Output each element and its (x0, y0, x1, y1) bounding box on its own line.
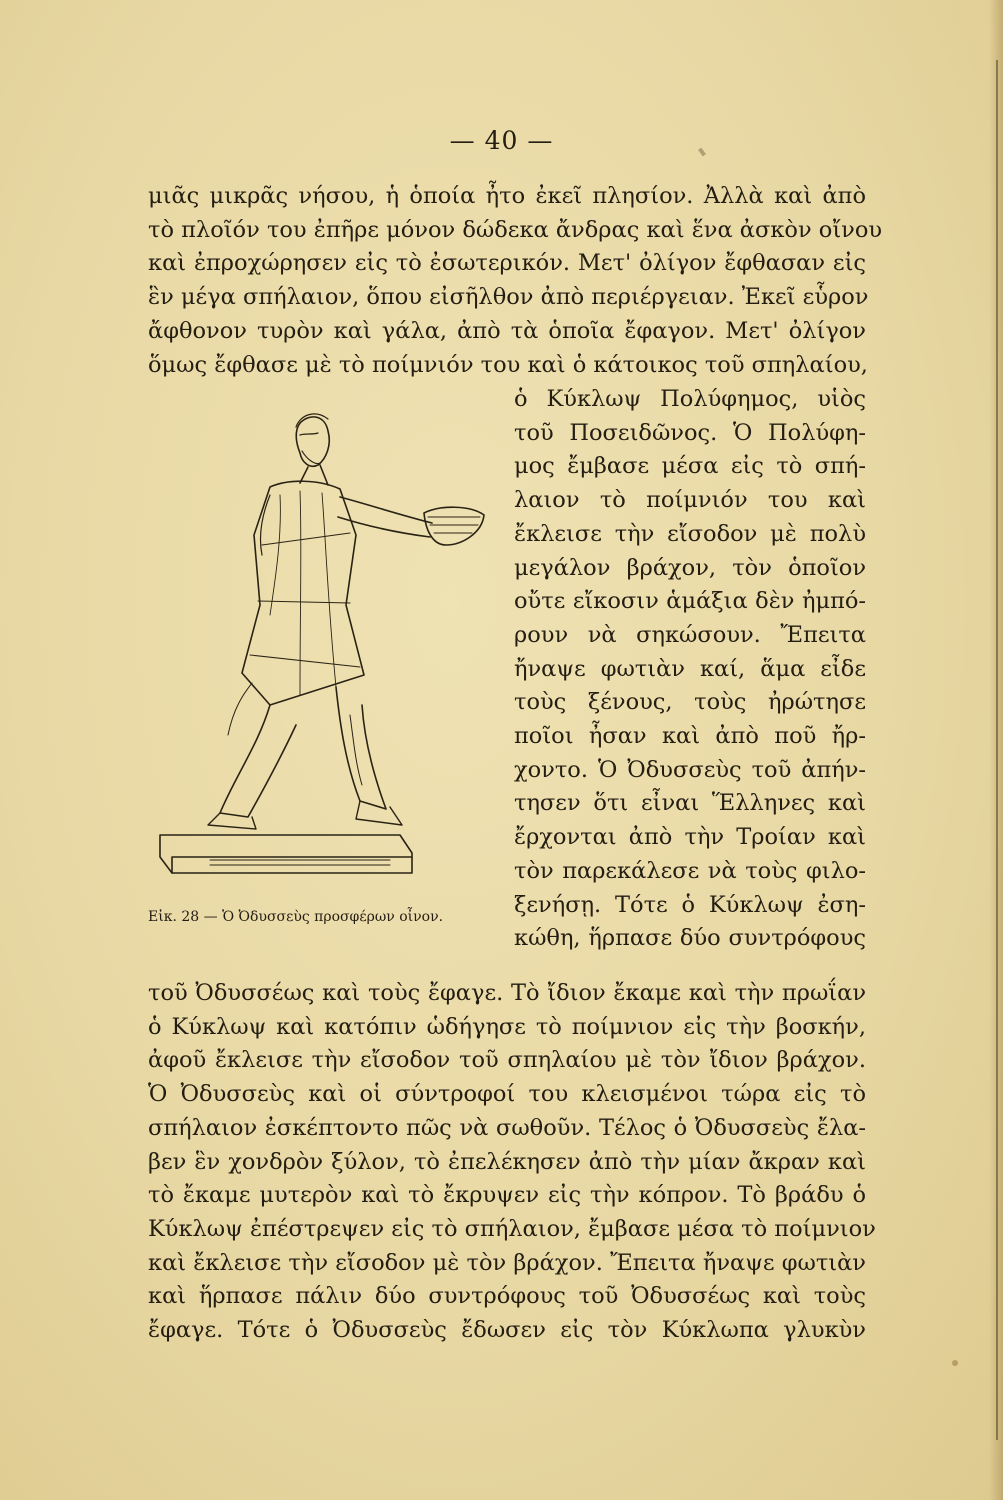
text-line: ἔρχονται ἀπὸ τὴν Τροίαν καὶ (514, 824, 866, 851)
text-line: τὸ πλοῖόν του ἐπῆρε μόνον δώδεκα ἄνδρας καὶ ἕνα ἀσκὸν οἴνου (148, 216, 883, 243)
head (296, 417, 329, 466)
text-line: ὅμως ἔφθασε μὲ τὸ ποίμνιόν του καὶ ὁ κάτοικος τοῦ σπηλαίου, (148, 351, 868, 378)
text-line: ἔφαγε. Τότε ὁ Ὀδυσσεὺς ἔδωσεν εἰς τὸν Κύκλωπα γλυκὺν (148, 1317, 866, 1344)
bottom-paragraph (148, 977, 876, 1348)
text-line: κώθη, ἥρπασε δύο συντρόφους (514, 925, 866, 952)
text-line: λαιον τὸ ποίμνιόν του καὶ (514, 487, 866, 514)
text-line: Κύκλωψ ἐπέστρεψεν εἰς τὸ σπήλαιον, ἔμβασε μέσα τὸ ποίμνιον (148, 1215, 876, 1242)
text-line: μος ἔμβασε μέσα εἰς τὸ σπή- (514, 453, 866, 480)
text-line: τησεν ὅτι εἶναι Ἕλληνες καὶ (514, 790, 866, 817)
text-line: ἓν μέγα σπήλαιον, ὅπου εἰσῆλθον ἀπὸ περιέργειαν. Ἐκεῖ εὗρον (148, 284, 869, 311)
wine-bowl (424, 507, 484, 545)
page-number: — 40 — (449, 126, 554, 155)
binding-line (996, 60, 998, 1440)
text-line: ἤναψε φωτιὰν καί, ἅμα εἶδε (514, 655, 866, 682)
text-line: ἔκλεισε τὴν εἴσοδον μὲ πολὺ (514, 520, 866, 547)
plinth (160, 835, 412, 873)
text-line: Ὁ Ὀδυσσεὺς καὶ οἱ σύντροφοί του κλεισμένοι τώρα εἰς τὸ (148, 1081, 866, 1108)
text-line: χοντο. Ὁ Ὀδυσσεὺς τοῦ ἀπήν- (514, 756, 866, 783)
arms (338, 497, 432, 537)
text-line: καὶ ἔκλεισε τὴν εἴσοδον μὲ τὸν βράχον. Ἔπειτα ἤναψε φωτιὰν (148, 1249, 866, 1276)
text-line: μεγάλον βράχον, τὸν ὁποῖον (514, 554, 866, 581)
text-line: οὔτε εἴκοσιν ἁμάξια δὲν ἠμπό- (514, 588, 866, 615)
text-line: τὸ ἔκαμε μυτερὸν καὶ τὸ ἔκρυψεν εἰς τὴν κόπρον. Τὸ βράδυ ὁ (148, 1182, 866, 1209)
text-line: τοῦ Ποσειδῶνος. Ὁ Πολύφη- (514, 419, 866, 446)
text-line: ἀφοῦ ἔκλεισε τὴν εἴσοδον τοῦ σπηλαίου μὲ τὸν ἴδιον βράχον. (148, 1047, 866, 1074)
text-line: ξενήσῃ. Τότε ὁ Κύκλωψ ἐση- (514, 891, 866, 918)
text-line: καὶ ἥρπασε πάλιν δύο συντρόφους τοῦ Ὀδυσσέως καὶ τοὺς (148, 1283, 866, 1310)
top-paragraph (148, 180, 883, 382)
tunic (242, 481, 364, 705)
text-line: καὶ ἐπροχώρησεν εἰς τὸ ἐσωτερικόν. Μετ' ὀλίγον ἔφθασαν εἰς (148, 250, 866, 277)
text-line: σπήλαιον ἐσκέπτοντο πῶς νὰ σωθοῦν. Τέλος ὁ Ὀδυσσεὺς ἔλα- (148, 1114, 866, 1141)
text-line: ποῖοι ἦσαν καὶ ἀπὸ ποῦ ἤρ- (514, 723, 866, 750)
text-line: ρουν νὰ σηκώσουν. Ἔπειτα (514, 621, 866, 648)
ink-dot (952, 1360, 958, 1366)
text-line: ἄφθονον τυρὸν καὶ γάλα, ἀπὸ τὰ ὁποῖα ἔφαγον. Μετ' ὀλίγον (148, 317, 866, 344)
text-line: ὁ Κύκλωψ Πολύφημος, υἱὸς (514, 386, 866, 412)
text-line: τὸν παρεκάλεσε νὰ τοὺς φιλο- (514, 857, 866, 884)
wrapped-paragraph (514, 383, 866, 956)
odysseus-figure-illustration (150, 405, 510, 905)
text-line: τοὺς ξένους, τοὺς ἠρώτησε (514, 689, 866, 716)
text-line: ὁ Κύκλωψ καὶ κατόπιν ὡδήγησε τὸ ποίμνιον εἰς τὴν βοσκήν, (148, 1013, 866, 1040)
figure-caption: Εἰκ. 28 — Ὁ Ὀδυσσεὺς προσφέρων οἶνον. (148, 909, 444, 925)
text-line: τοῦ Ὀδυσσέως καὶ τοὺς ἔφαγε. Τὸ ἴδιον ἔκαμε καὶ τὴν πρωΐαν (148, 980, 866, 1006)
text-line: μιᾶς μικρᾶς νήσου, ἡ ὁποία ἦτο ἐκεῖ πλησίον. Ἀλλὰ καὶ ἀπὸ (148, 183, 866, 209)
text-line: βεν ἓν χονδρὸν ξύλον, τὸ ἐπελέκησεν ἀπὸ τὴν μίαν ἄκραν καὶ (148, 1148, 866, 1175)
